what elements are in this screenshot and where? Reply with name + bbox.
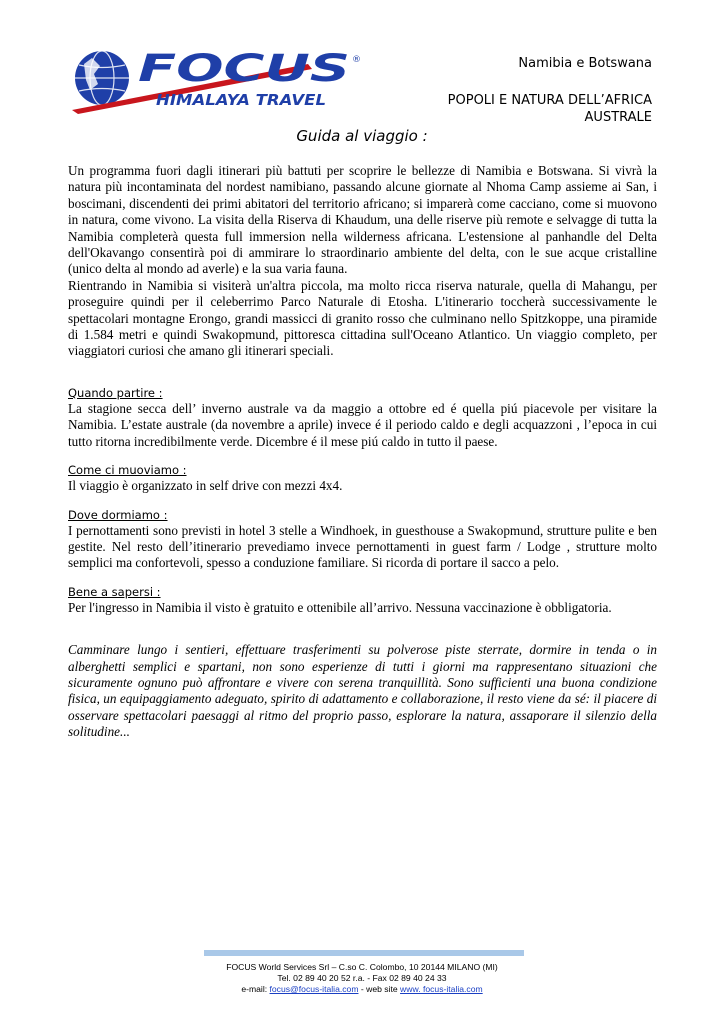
logo-subtext: HIMALAYA TRAVEL	[156, 91, 326, 109]
where-we-sleep-heading: Dove dormiamo :	[68, 507, 168, 522]
document-body	[68, 163, 657, 741]
guide-title: Guida al viaggio :	[296, 127, 428, 145]
email-link[interactable]: focus@focus-italia.com	[269, 984, 359, 994]
good-to-know-text: Per l'ingresso in Namibia il visto è gratuito e ottenibile all’arrivo. Nessuna vaccinazione è obbligatoria.	[68, 599, 612, 615]
closing-quote: Camminare lungo i sentieri, effettuare trasferimenti su polverose piste sterrate, dormire in tenda o in alberghetti semplici e spartani, non sono esperienze di tutti i giorni ma rappresentano situazioni che sicuramente ognuno può affrontare e vivere con serena tranquillità. Sono sufficienti una buona condizione fisica, un equipaggiamento adeguato, spirito di adattamento e collaborazione, il resto viene da sé: il piacere di osservare spettacolari paesaggi al ritmo del proprio passo, esplorare la natura, assaporare il silenzio della solitudine...	[68, 642, 657, 740]
footer-phone: Tel. 02 89 40 20 52 r.a. - Fax 02 89 40 24 33	[277, 973, 447, 983]
website-link[interactable]: www. focus-italia.com	[400, 984, 483, 994]
footer-divider	[204, 950, 524, 956]
intro-paragraph-1: Un programma fuori dagli itinerari più battuti per scoprire le bellezze di Namibia e Botswana. Si vivrà la natura più incontaminata del nordest namibiano, passando alcune giornate al Nhoma Camp assieme ai San, i boscimani, discendenti dei primi abitatori del territorio africano; si imparerà come cacciano, come si muovono in natura, come vivono. La visita della Riserva di Khaudum, una delle riserve più remote e selvagge di tutta la Namibia completerà questa full immersion nella wilderness africana. L'estensione al panhandle del Delta dell'Okavango consentirà poi di ammirare lo straordinario ambiente del delta, con le sue acque cristalline (unico delta al mondo ad averle) e la sua varia fauna.	[68, 163, 657, 277]
when-to-go-text: La stagione secca dell’ inverno australe va da maggio a ottobre ed é quella piú piacevole per visitare la Namibia. L’estate australe (da novembre a aprile) invece é il periodo caldo e degli acquazzoni , l’epoca in cui tutto ritorna incredibilmente verde. Dicembre é il mese piú caldo in tutto il paese.	[68, 400, 657, 449]
intro-paragraph-2: Rientrando in Namibia si visiterà un'altra piccola, ma molto ricca riserva naturale, quella di Mahangu, per proseguire quindi per il celeberrimo Parco Naturale di Etosha. L'itinerario toccherà successivamente le spettacolari montagne Erongo, grandi massicci di granito rosso che culminano nello Spitzkoppe, una piramide di 1.584 metri e quindi Swakopmund, pittoresca cittadina sull'Oceano Atlantico. Un viaggio completo, per viaggiatori curiosi che amano gli itinerari speciali.	[68, 277, 657, 359]
footer-company: FOCUS World Services Srl – C.so C. Colombo, 10 20144 MILANO (MI)	[226, 962, 498, 972]
when-to-go-heading: Quando partire :	[68, 385, 163, 400]
footer-web-label: - web site	[360, 984, 398, 994]
how-we-move-heading: Come ci muoviamo :	[68, 463, 187, 478]
footer-email-label: e-mail:	[241, 984, 268, 994]
footer-contacts	[0, 984, 724, 995]
good-to-know-heading: Bene a sapersi :	[68, 584, 161, 599]
registered-mark: ®	[352, 55, 361, 65]
logo-wordmark: FOCUS	[138, 47, 350, 90]
how-we-move-text: Il viaggio è organizzato in self drive con mezzi 4x4.	[68, 478, 343, 494]
trip-title: POPOLI E NATURA DELL’AFRICA AUSTRALE	[447, 93, 652, 125]
focus-himalaya-travel-logo	[72, 44, 364, 114]
where-we-sleep-text: I pernottamenti sono previsti in hotel 3 stelle a Windhoek, in guesthouse a Swakopmund, strutture pulite e ben gestite. Nel resto dell’itinerario prevediamo invece pernottamenti in guest farm / Lodge , strutture molto semplici ma confortevoli, spesso a conduzione familiare. Si ricorda di portare il sacco a pelo.	[68, 522, 657, 571]
destination-heading: Namibia e Botswana	[518, 56, 652, 71]
footer	[0, 962, 724, 995]
